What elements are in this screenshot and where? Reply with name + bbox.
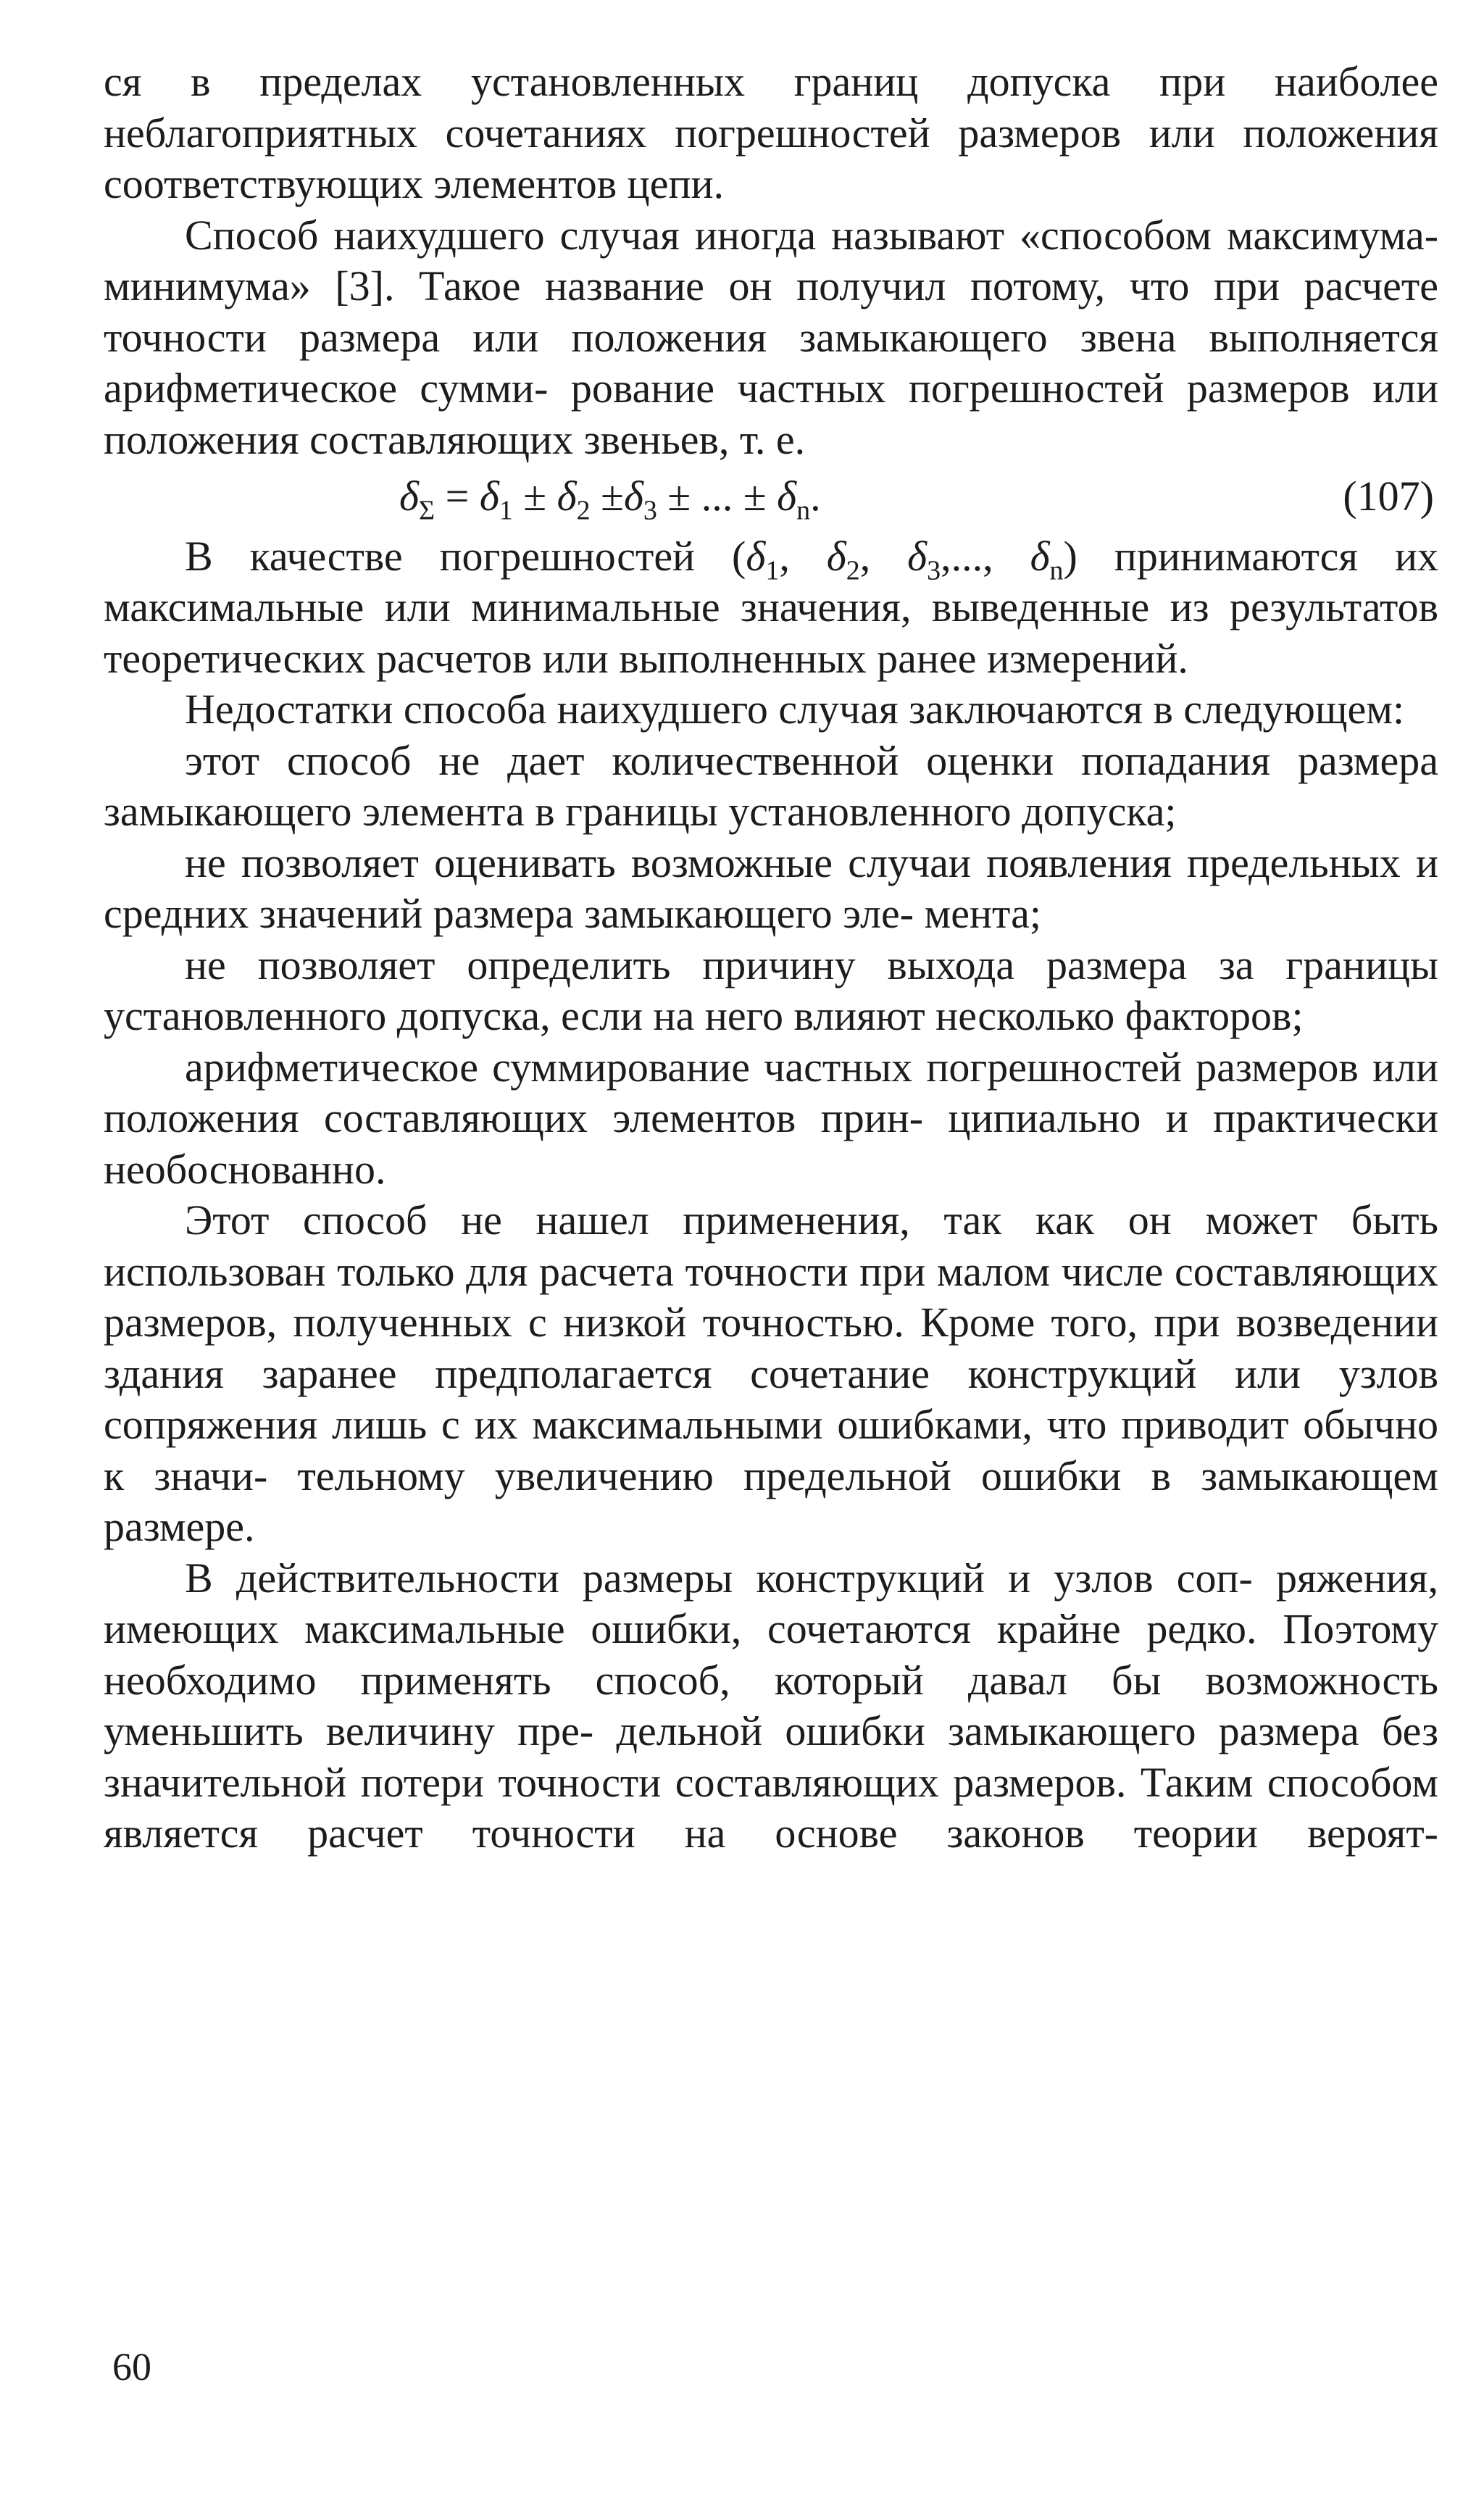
- paragraph: Способ наихудшего случая иногда называют «способом максимума-минимума» [3]. Такое название он получил потому, что при расчете точности размера или положения замыкающего звена выполняется арифметическое сумми- рование частных погрешностей размеров или положения составляющих звеньев, т. е.: [104, 211, 1439, 463]
- list-item: не позволяет оценивать возможные случаи появления предельных и средних значений размера замыкающего эле- мента;: [104, 838, 1439, 937]
- paragraph: В качестве погрешностей ($\delta_1$, $\delta_2$, $\delta_3$,..., $\delta_n$) принимаются их максимальные или минимальные значения, выведенные из результатов теоретических расчетов или выполненных ранее измерений.: [104, 532, 1439, 682]
- formula-107: [104, 471, 1438, 526]
- paragraph: Недостатки способа наихудшего случая заключаются в следующем:: [185, 686, 1405, 733]
- formula-expression: $\delta_\Sigma = \delta_1 \pm \delta_2 \pm\delta_3$ ± ... ± $\delta_n$.: [399, 472, 821, 526]
- paragraph: Этот способ не нашел применения, так как он может быть использован только для расчета точности при малом числе составляющих размеров, полученных с низкой точностью. Кроме того, при возведении здания заранее предполагается сочетание конструкций или узлов сопряжения лишь с их максимальными ошибками, что приводит обычно к значи- тельному увеличению предельной ошибки в замыкающем размере.: [104, 1196, 1439, 1550]
- list-item: не позволяет определить причину выхода размера за границы установленного допуска, если на него влияют несколько факторов;: [104, 941, 1439, 1039]
- list-item: этот способ не дает количественной оценки попадания размера замыкающего элемента в границы установленного допуска;: [104, 736, 1438, 835]
- page-body: [104, 57, 1438, 1860]
- paragraph: ся в пределах установленных границ допуска при наиболее неблагоприятных сочетаниях погрешностей размеров или положения соответствующих элементов цепи.: [104, 58, 1438, 207]
- paragraph: В действительности размеры конструкций и узлов соп- ряжения, имеющих максимальные ошибки, сочетаются крайне редко. Поэтому необходимо применять способ, который давал бы возможность уменьшить величину пре- дельной ошибки замыкающего размера без значительной потери точности составляющих размеров. Таким способом является расчет точности на основе законов теории вероят-: [104, 1554, 1439, 1857]
- list-item: арифметическое суммирование частных погрешностей размеров или положения составляющих элементов прин- ципиально и практически необоснованно.: [104, 1043, 1439, 1193]
- formula-number: (107): [1343, 472, 1434, 520]
- page-number: 60: [112, 2345, 151, 2389]
